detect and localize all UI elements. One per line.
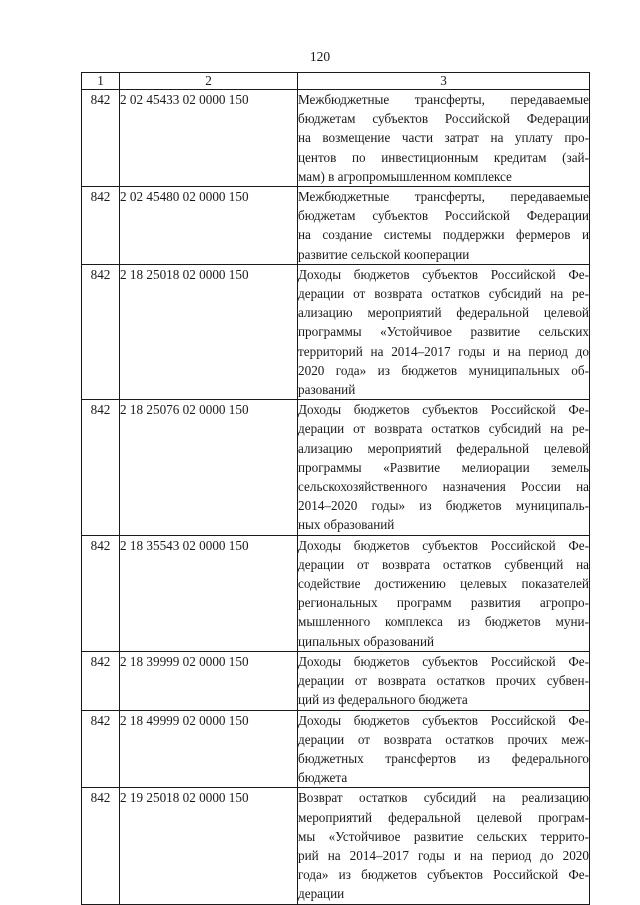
budget-code-cell: 2 18 49999 02 0000 150 <box>120 710 298 788</box>
description-line: 2020 года» из бюджетов муниципальных об- <box>298 362 589 378</box>
description-line: Возврат остатков субсидий на реализацию <box>298 790 589 806</box>
description-cell <box>298 710 590 788</box>
description-line: дерации от возврата остатков субвенций на <box>298 556 589 572</box>
description-line: программы «Устойчивое развитие сельских <box>298 324 589 340</box>
table-body <box>82 90 590 905</box>
table-row <box>82 90 590 187</box>
page-number: 120 <box>309 49 331 64</box>
description-line: региональных программ развития агропро- <box>298 595 589 611</box>
description-line: Доходы бюджетов субъектов Российской Фе- <box>298 712 589 728</box>
description-line: Доходы бюджетов субъектов Российской Фе- <box>298 402 589 418</box>
budget-code-cell: 2 18 35543 02 0000 150 <box>120 535 298 651</box>
description-line: мам) в агропромышленном комплексе <box>298 168 512 184</box>
description-line: Доходы бюджетов субъектов Российской Фе- <box>298 537 589 553</box>
description-line: бюджета <box>298 770 348 786</box>
description-line: программы «Развитие мелиорации земель <box>298 459 589 475</box>
description-cell <box>298 788 590 904</box>
description-line: Доходы бюджетов субъектов Российской Фе- <box>298 653 589 669</box>
description-line: 2014–2020 годы» из бюджетов муниципаль- <box>298 498 589 514</box>
budget-code-cell: 2 18 25018 02 0000 150 <box>120 264 298 399</box>
description-line: территорий на 2014–2017 годы и на период до <box>298 343 589 359</box>
admin-code-cell: 842 <box>82 651 120 710</box>
description-line: содействие достижению целевых показателей <box>298 576 589 592</box>
description-line: ций из федерального бюджета <box>298 692 468 708</box>
budget-revenue-table <box>81 72 590 905</box>
column-header-3: 3 <box>298 73 590 90</box>
description-line: бюджетам субъектов Российской Федерации <box>298 111 589 127</box>
description-cell <box>298 90 590 187</box>
description-line: бюджетам субъектов Российской Федерации <box>298 208 589 224</box>
admin-code-cell: 842 <box>82 400 120 535</box>
budget-code-cell: 2 02 45433 02 0000 150 <box>120 90 298 187</box>
admin-code-cell: 842 <box>82 264 120 399</box>
description-line: на возмещение части затрат на уплату про- <box>298 130 589 146</box>
description-cell <box>298 264 590 399</box>
description-line: ализацию мероприятий федеральной целевой <box>298 440 589 456</box>
description-line: мероприятий федеральной целевой програм- <box>298 809 589 825</box>
description-line: дерации от возврата остатков субсидий на ре- <box>298 421 589 437</box>
description-line: Доходы бюджетов субъектов Российской Фе- <box>298 266 589 282</box>
description-line: бюджетных трансфертов из федерального <box>298 750 589 766</box>
description-line: Межбюджетные трансферты, передаваемые <box>298 189 589 205</box>
description-line: Межбюджетные трансферты, передаваемые <box>298 92 589 107</box>
table-header-row <box>82 73 590 90</box>
description-line: ализацию мероприятий федеральной целевой <box>298 305 589 321</box>
description-line: ципальных образований <box>298 633 435 649</box>
description-cell <box>298 535 590 651</box>
admin-code-cell: 842 <box>82 187 120 265</box>
column-header-1: 1 <box>82 73 120 90</box>
budget-code-cell: 2 02 45480 02 0000 150 <box>120 187 298 265</box>
table-row <box>82 535 590 651</box>
description-line: дерации <box>298 886 345 902</box>
description-line: мы «Устойчивое развитие сельских террито- <box>298 828 589 844</box>
table-row <box>82 788 590 904</box>
description-line: развитие сельской кооперации <box>298 246 470 262</box>
budget-code-cell: 2 18 25076 02 0000 150 <box>120 400 298 535</box>
column-header-2: 2 <box>120 73 298 90</box>
admin-code-cell: 842 <box>82 535 120 651</box>
description-line: центов по инвестиционным кредитам (зай- <box>298 149 589 165</box>
description-line: ных образований <box>298 517 395 533</box>
table-row <box>82 651 590 710</box>
description-line: дерации от возврата остатков прочих субвен- <box>298 673 589 689</box>
description-cell <box>298 400 590 535</box>
description-line: разований <box>298 382 356 398</box>
description-line: на создание системы поддержки фермеров и <box>298 227 589 243</box>
budget-code-cell: 2 18 39999 02 0000 150 <box>120 651 298 710</box>
description-cell <box>298 651 590 710</box>
table-row <box>82 400 590 535</box>
description-line: мышленного комплекса из бюджетов муни- <box>298 614 589 630</box>
description-cell <box>298 187 590 265</box>
admin-code-cell: 842 <box>82 90 120 187</box>
admin-code-cell: 842 <box>82 710 120 788</box>
description-line: дерации от возврата остатков субсидий на ре- <box>298 286 589 302</box>
description-line: дерации от возврата остатков прочих меж- <box>298 731 589 747</box>
description-line: года» из бюджетов субъектов Российской Фе- <box>298 867 589 883</box>
table-row <box>82 710 590 788</box>
budget-code-cell: 2 19 25018 02 0000 150 <box>120 788 298 904</box>
table-row <box>82 264 590 399</box>
description-line: сельскохозяйственного назначения России на <box>298 479 589 495</box>
admin-code-cell: 842 <box>82 788 120 904</box>
table-row <box>82 187 590 265</box>
description-line: рий на 2014–2017 годы и на период до 2020 <box>298 847 589 863</box>
